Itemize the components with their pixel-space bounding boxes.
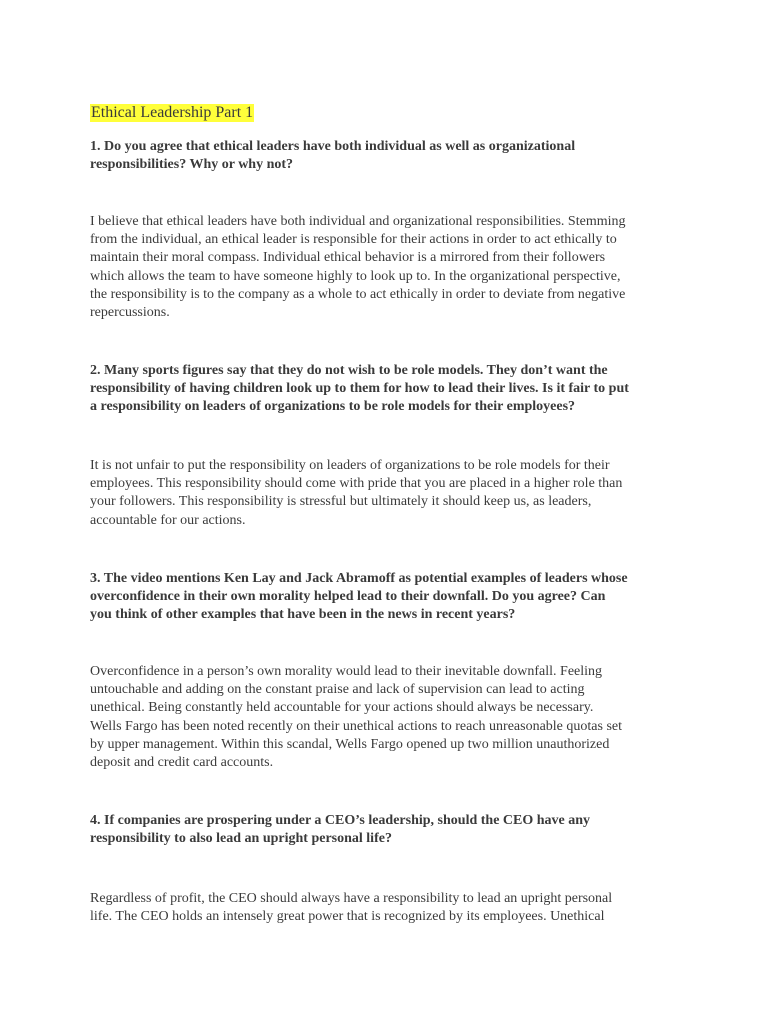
answer-4: Regardless of profit, the CEO should always have a responsibility to lead an upright personal life. The CEO holds an intensely great power that is recognized by its employees. Unethical [90, 891, 613, 925]
document-title [90, 103, 254, 123]
answer-1: I believe that ethical leaders have both individual and organizational responsibilities. Stemming from the individual, an ethical leader is responsible for their actions in order to act ethically to maintain their moral compass. Individual ethical behavior is a mirrored from their followers which allows the team to have someone highly to look up to. In the organizational perspective, the responsibility is to the company as a whole to act ethically in order to deviate from negative repercussions. [90, 214, 626, 321]
question-2: 2. Many sports figures say that they do not wish to be role models. They don’t want the responsibility of having children look up to them for how to lead their lives. Is it fair to put a responsibility on leaders of organizations to be role models for their employees? [90, 363, 629, 415]
question-3: 3. The video mentions Ken Lay and Jack Abramoff as potential examples of leaders whose overconfidence in their own morality helped lead to their downfall. Do you agree? Can you think of other examples that have been in the news in recent years? [90, 571, 628, 623]
question-4: 4. If companies are prospering under a CEO’s leadership, should the CEO have any responsibility to also lead an upright personal life? [90, 813, 591, 847]
question-1: 1. Do you agree that ethical leaders have both individual as well as organizational responsibilities? Why or why not? [90, 139, 576, 173]
answer-2: It is not unfair to put the responsibility on leaders of organizations to be role models for their employees. This responsibility should come with pride that you are placed in a higher role than your followers. This responsibility is stressful but ultimately it should keep us, as leaders, accountable for our actions. [90, 458, 623, 528]
document-title-highlight: Ethical Leadership Part 1 [91, 104, 254, 121]
answer-3: Overconfidence in a person’s own morality would lead to their inevitable downfall. Feeling untouchable and adding on the constant praise and lack of supervision can lead to acting unethical. Being constantly held accountable for your actions should always be necessary. Wells Fargo has been noted recently on their unethical actions to reach unreasonable quotas set by upper management. Within this scandal, Wells Fargo opened up two million unauthorized deposit and credit card accounts. [90, 664, 622, 771]
